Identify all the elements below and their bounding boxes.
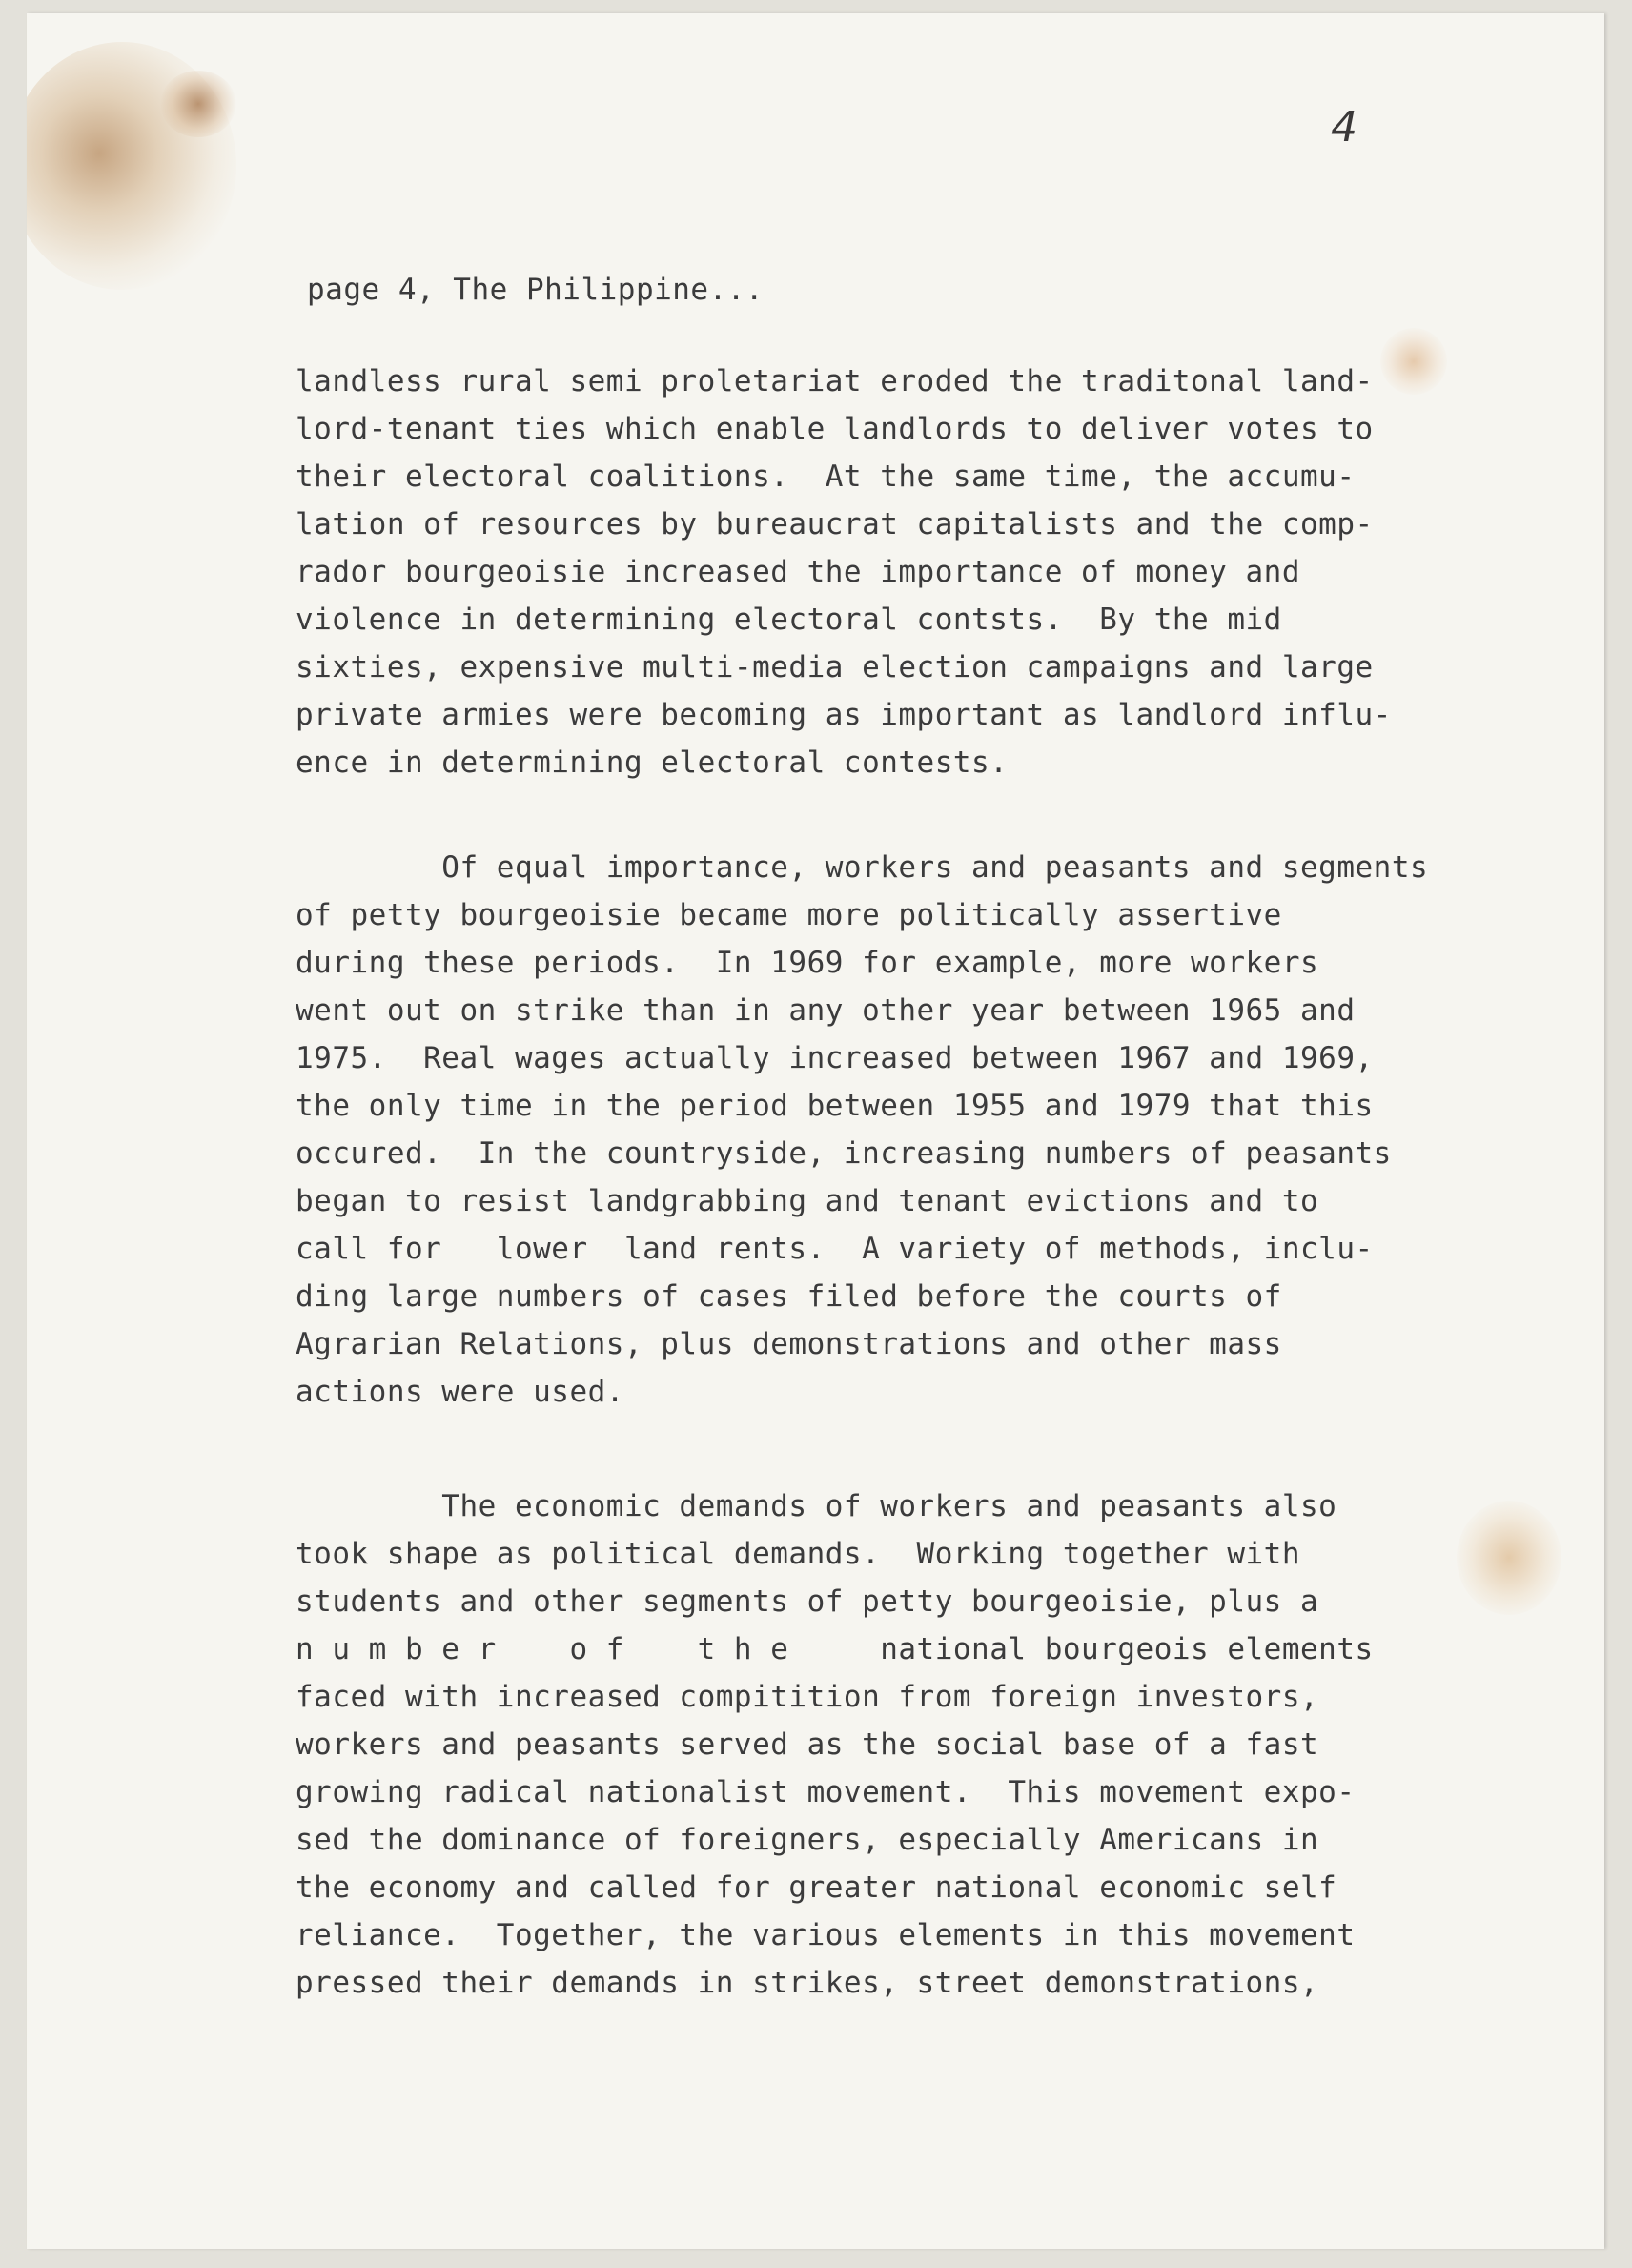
text-line: faced with increased compitition from foreign investors,	[296, 1680, 1319, 1714]
text-line: students and other segments of petty bourgeoisie, plus a	[296, 1584, 1319, 1619]
page-header: page 4, The Philippine...	[307, 273, 765, 307]
text-line: of petty bourgeoisie became more politically assertive	[296, 898, 1282, 932]
handwritten-page-number: 4	[1331, 103, 1357, 152]
text-line: rador bourgeoisie increased the importance of money and	[296, 555, 1300, 589]
text-line: 1975. Real wages actually increased between 1967 and 1969,	[296, 1041, 1374, 1075]
text-line: growing radical nationalist movement. This movement expo-	[296, 1775, 1356, 1809]
text-line: ence in determining electoral contests.	[296, 746, 1009, 780]
water-stain	[160, 71, 236, 137]
text-line: sixties, expensive multi-media election campaigns and large	[296, 650, 1374, 684]
paragraph-3	[296, 1482, 1535, 2007]
text-line: reliance. Together, the various elements in this movement	[296, 1918, 1356, 1952]
text-line: took shape as political demands. Working together with	[296, 1537, 1300, 1571]
text-line: ding large numbers of cases filed before the courts of	[296, 1279, 1282, 1314]
text-line: The economic demands of workers and peasants also	[296, 1489, 1337, 1523]
text-line: private armies were becoming as important as landlord influ-	[296, 698, 1392, 732]
paragraph-1	[296, 358, 1535, 787]
text-line: began to resist landgrabbing and tenant evictions and to	[296, 1184, 1319, 1218]
text-line: their electoral coalitions. At the same time, the accumu-	[296, 460, 1356, 494]
text-line: violence in determining electoral contsts. By the mid	[296, 603, 1282, 637]
text-line: lord-tenant ties which enable landlords to deliver votes to	[296, 412, 1374, 446]
text-line: workers and peasants served as the social base of a fast	[296, 1727, 1319, 1762]
paragraph-2	[296, 844, 1535, 1416]
text-line: sed the dominance of foreigners, especially Americans in	[296, 1823, 1319, 1857]
text-line: n u m b e r o f t h e national bourgeois elements	[296, 1632, 1374, 1666]
text-line: lation of resources by bureaucrat capitalists and the comp-	[296, 507, 1374, 541]
text-line: occured. In the countryside, increasing numbers of peasants	[296, 1136, 1392, 1171]
text-line: the economy and called for greater national economic self	[296, 1870, 1337, 1905]
text-line: landless rural semi proletariat eroded the traditonal land-	[296, 364, 1374, 398]
text-line: Agrarian Relations, plus demonstrations and other mass	[296, 1327, 1282, 1361]
water-stain	[27, 42, 236, 290]
text-line: actions were used.	[296, 1375, 624, 1409]
text-line: pressed their demands in strikes, street demonstrations,	[296, 1966, 1319, 2000]
text-line: call for lower land rents. A variety of methods, inclu-	[296, 1232, 1374, 1266]
text-line: during these periods. In 1969 for example, more workers	[296, 946, 1319, 980]
text-line: Of equal importance, workers and peasants and segments	[296, 850, 1429, 885]
text-line: the only time in the period between 1955 and 1979 that this	[296, 1089, 1374, 1123]
text-line: went out on strike than in any other year between 1965 and	[296, 993, 1356, 1028]
